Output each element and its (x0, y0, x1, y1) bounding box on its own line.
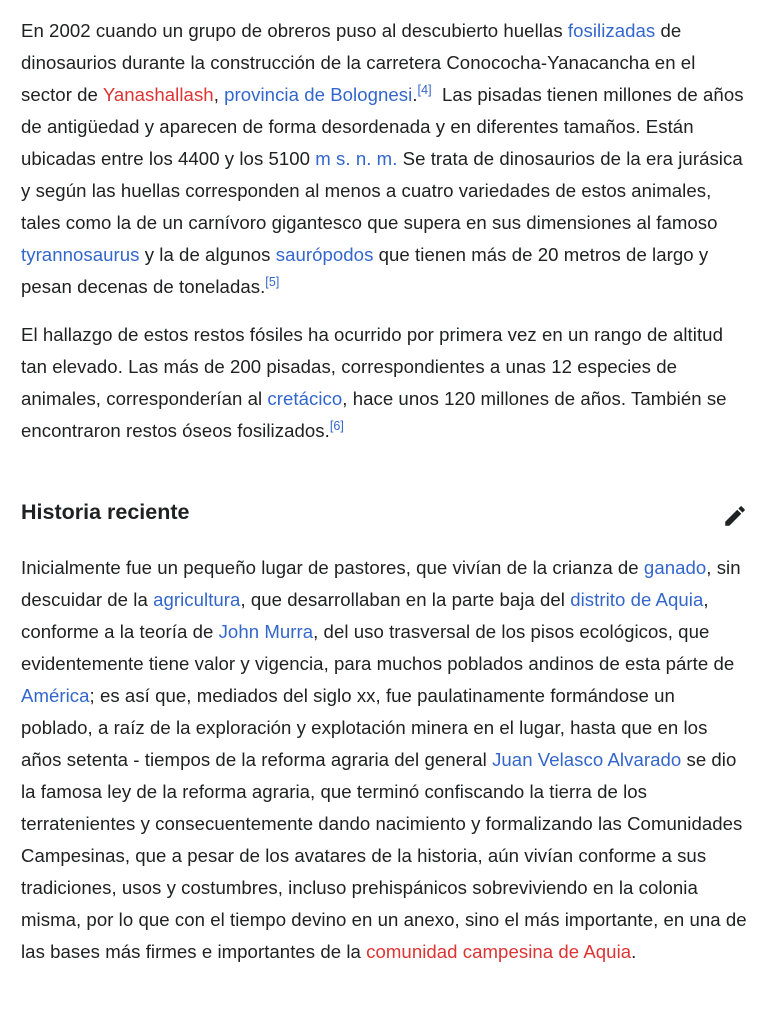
link-juan-velasco-alvarado[interactable]: Juan Velasco Alvarado (492, 749, 682, 770)
paragraph-text: . (631, 941, 637, 962)
edit-section-button[interactable] (720, 501, 750, 531)
link-sauropodos[interactable]: saurópodos (275, 244, 374, 265)
paragraph-text: En 2002 cuando un grupo de obreros puso al descubierto huellas (21, 20, 568, 41)
link-ganado[interactable]: ganado (643, 557, 707, 578)
paragraph-text: se dio la famosa ley de la reforma agraria, que terminó confiscando la tierra de los terratenientes y consecuentemente dando nacimiento y formalizando las Comunidades Campesinas, que a pesar de los avatares de la historia, aún vivían conforme a sus tradiciones, usos y costumbres, incluso prehispánicos sobreviviendo en la colonia misma, por lo que con el tiempo devino en un anexo, sino el más importante, en una de las bases más firmes e importantes de la (21, 749, 747, 962)
reference-link-5[interactable]: [5] (265, 275, 280, 290)
link-agricultura[interactable]: agricultura (153, 589, 241, 610)
reference-link-4[interactable]: [4] (417, 83, 432, 98)
paragraph-text: Se trata de dinosaurios de la era jurásica y según las huellas corresponden al menos a cuatro variedades de estos animales, tales como la de un carnívoro gigantesco que supera en sus dimensiones al famoso (21, 148, 743, 233)
paragraph-text: . (412, 84, 418, 105)
paragraph-text: , hace unos 120 millones de años. También se encontraron restos óseos fosilizados. (21, 388, 727, 441)
link-tyrannosaurus[interactable]: tyrannosaurus (21, 244, 140, 265)
paragraph-dinosaur-tracks (21, 0, 748, 303)
paragraph-recent-history (21, 552, 748, 968)
link-john-murra[interactable]: John Murra (218, 621, 314, 642)
paragraph-text: , (213, 84, 225, 105)
link-msnm[interactable]: m s. n. m. (315, 148, 398, 169)
paragraph-text: ; es así que, mediados del siglo xx, fue paulatinamente formándose un poblado, a raíz de la exploración y explotación minera en el lugar, hasta que en los años setenta - tiempos de la reforma agraria del general (21, 685, 708, 770)
link-fosilizadas[interactable]: fosilizadas (567, 20, 656, 41)
article-content (21, 0, 748, 968)
paragraph-text: de dinosaurios durante la construcción de la carretera Conococha-Yanacancha en el sector de (21, 20, 696, 105)
reference-link-6[interactable]: [6] (329, 419, 344, 434)
link-yanashallash[interactable]: Yanashallash (102, 84, 214, 105)
link-provincia-de-bolognesi[interactable]: provincia de Bolognesi (224, 84, 413, 105)
paragraph-text: , del uso trasversal de los pisos ecológicos, que evidentemente tiene valor y vigencia, para muchos poblados andinos de esta párte de (21, 621, 735, 674)
link-distrito-de-aquia[interactable]: distrito de Aquia (570, 589, 704, 610)
paragraph-text: , conforme a la teoría de (21, 589, 709, 642)
pencil-icon (722, 503, 748, 529)
section-title: Historia reciente (21, 500, 190, 524)
section-heading-historia-reciente (21, 492, 748, 538)
link-comunidad-campesina-de-aquia[interactable]: comunidad campesina de Aquia (366, 941, 632, 962)
paragraph-text: que tienen más de 20 metros de largo y pesan decenas de toneladas. (21, 244, 709, 297)
paragraph-text: y la de algunos (139, 244, 276, 265)
paragraph-text: , que desarrollaban en la parte baja del (240, 589, 571, 610)
paragraph-fossil-finding (21, 319, 748, 447)
link-america[interactable]: América (21, 685, 90, 706)
link-cretacico[interactable]: cretácico (267, 388, 343, 409)
paragraph-text: El hallazgo de estos restos fósiles ha ocurrido por primera vez en un rango de altitud tan elevado. Las más de 200 pisadas, correspondientes a unas 12 especies de animales, corresponderían al (21, 324, 723, 409)
paragraph-text: Inicialmente fue un pequeño lugar de pastores, que vivían de la crianza de (21, 557, 644, 578)
paragraph-text: Las pisadas tienen millones de años de antigüedad y aparecen de forma desordenada y en diferentes tamaños. Están ubicadas entre los 4400 y los 5100 (21, 84, 749, 169)
paragraph-text: , sin descuidar de la (21, 557, 741, 610)
